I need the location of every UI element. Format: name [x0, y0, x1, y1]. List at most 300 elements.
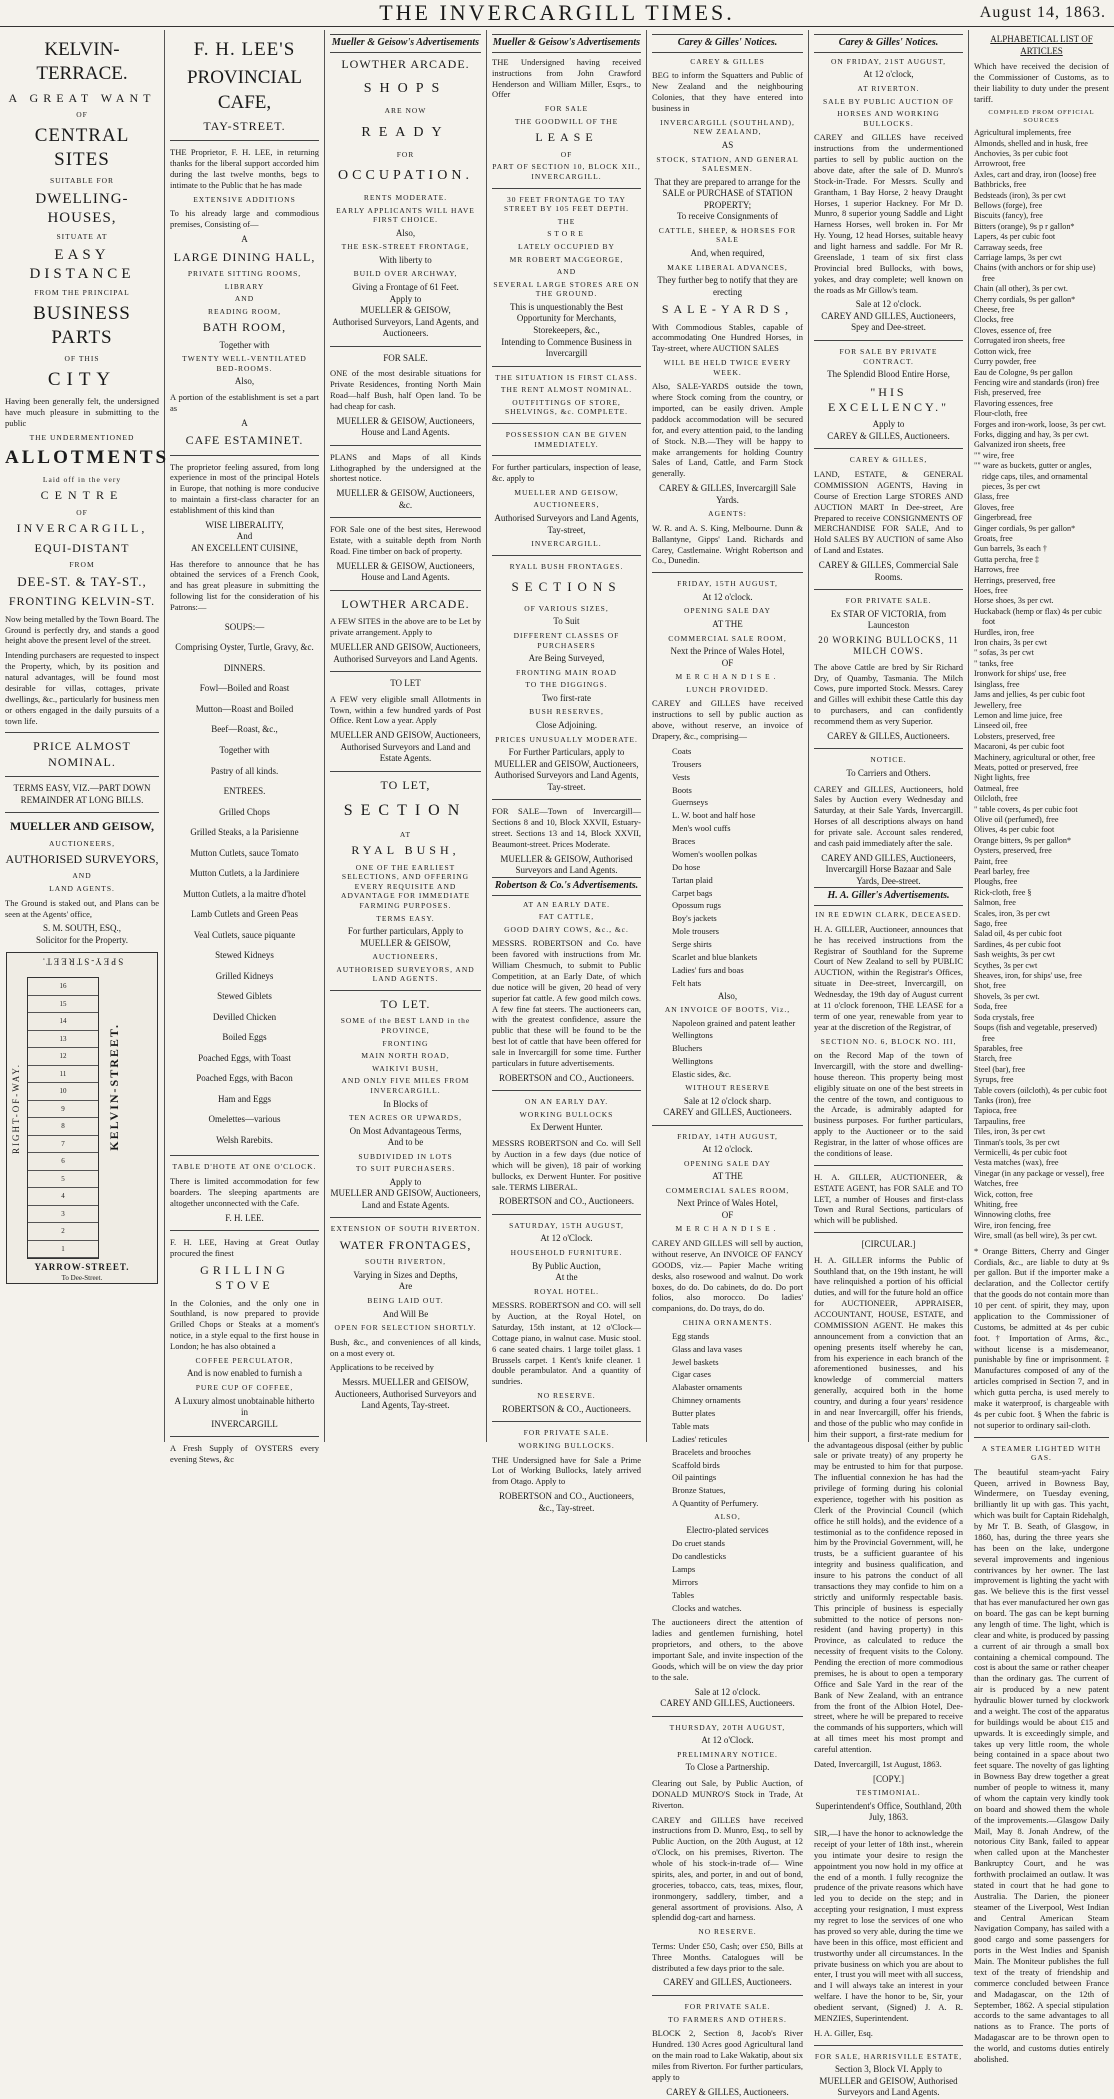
ad-line: BATH ROOM,: [202, 320, 287, 335]
list-item: Serge shirts: [672, 939, 712, 949]
menu-item: Ham and Eggs: [218, 1093, 271, 1104]
list-item: Table mats: [672, 1420, 709, 1431]
ad-line: COFFEE PERCULATOR,: [195, 1355, 294, 1365]
ad-line: THE UNDERMENTIONED: [29, 432, 135, 442]
ad-line: Ex STAR OF VICTORIA, from Launceston: [830, 608, 947, 631]
ad-line: F. H. LEE.: [225, 1212, 264, 1223]
ad-text: To his already large and commodious premises, Consisting of—: [170, 208, 319, 230]
ad-line: Also,: [717, 990, 738, 1001]
list-item: Vests: [672, 771, 690, 782]
ad-text: CAREY and GILLES have received instructions from D. Munro, Esq., to sell by Public Auction, on the 20th August, at 12 o'Clock, on his premises, Riverton. The whole of his stock-in-trade of— Wine spirits, ales, and porter, in and out of bond, groceries, tobacco, cats, teas, mixes, flour, ironmongery, saddlery, timber, and a general assortment of provisions. Also, A splendid dog-cart and harness.: [652, 1814, 803, 1923]
list-item: Forks, digging and hay, 3s per cwt.: [974, 429, 1089, 439]
ad-heading: FOR SALE, HARRISVILLE ESTATE,: [814, 2051, 963, 2061]
ad-line: CAREY and GILLES, Auctioneers.: [663, 1977, 792, 1988]
ad-line: PRICES UNUSUALLY MODERATE.: [495, 734, 638, 744]
list-item: Ladies' furs and boas: [672, 964, 744, 975]
ad-line: INVERCARGILL.: [531, 539, 602, 549]
ad-line: Section 3, Block VI. Apply to: [834, 2064, 943, 2075]
ad-line: FRONTING KELVIN-ST.: [8, 594, 156, 609]
ad-text: SIR,—I have the honor to acknowledge the receipt of your letter of 18th inst., wherein you intimate your desire to resign the appointment you now hold in my office at the end of a month. I fully recognize the prudence of the private reasons which have led you to decide on the step; and in accepting your resignation, I must express my regret to lose the services of one who has proved so very able, during the time we have been in this office, most efficient and trustworthy under all circumstances. In the private business on which you are about to enter, I trust you will meet with all success, and I will always take an interest in your welfare. I have the honor to be, Sir, your obedient servant, (Signed) J. A. R. MENZIES, Superintendent.: [814, 1828, 963, 2023]
column-provincial-cafe: [165, 30, 325, 1464]
list-item: " table covers, 4s per cubic foot: [974, 804, 1078, 814]
menu-item: Pastry of all kinds.: [210, 765, 279, 776]
column-heading: H. A. Giller's Advertisements.: [814, 887, 963, 906]
plan-street-label: RIGHT-OF-WAY.: [11, 1063, 21, 1155]
ad-heading: PROVINCIAL CAFE,: [186, 67, 303, 113]
ad-line: 30 FEET FRONTAGE TO TAY STREET BY 105 FEET DEPTH.: [503, 194, 630, 214]
allotment-lot: 13: [28, 1031, 98, 1049]
ad-line: GRILLING STOVE: [200, 1262, 289, 1293]
list-item: Tables: [672, 1589, 695, 1600]
ad-line: Together with: [219, 339, 270, 350]
ad-line: AND: [72, 871, 92, 881]
ad-line: Authorised Surveyors and Land Agents,: [494, 513, 639, 524]
list-item: Anchovies, 3s per cubic foot: [974, 148, 1068, 158]
list-item: Flour-cloth, free: [974, 409, 1028, 419]
menu-item: Omelettes—various: [208, 1114, 281, 1125]
ad-line: PRIVATE SITTING ROOMS,: [187, 269, 302, 279]
ad-heading: PRELIMINARY NOTICE.: [677, 1749, 778, 1759]
ad-line: COMPILED FROM OFFICIAL SOURCES: [988, 108, 1095, 124]
ad-text: The Ground is staked out, and Plans can be seen at the Agents' office,: [5, 897, 159, 919]
menu-item: Mutton Cutlets, a la maitre d'hotel: [182, 888, 307, 899]
list-item: Felt hats: [672, 977, 702, 988]
ad-heading: KELVIN-TERRACE.: [36, 39, 128, 85]
plan-street-label: SPEY-STREET.: [40, 956, 124, 967]
ad-line: Varying in Sizes and Depths,: [353, 1269, 458, 1280]
list-item: Cotton wick, free: [974, 346, 1032, 356]
ad-line: AS: [721, 140, 734, 151]
ad-line: SOME of the BEST LAND in the PROVINCE,: [340, 1016, 471, 1035]
ad-heading: ON AN EARLY DAY.: [524, 1097, 609, 1107]
ad-line: EQUI-DISTANT: [34, 540, 130, 555]
list-item: Gloves, free: [974, 502, 1015, 512]
list-item: Bathbricks, free: [974, 180, 1027, 190]
ad-line: AND ONLY FIVE MILES FROM INVERCARGILL.: [341, 1076, 470, 1095]
ad-line: SUITABLE FOR: [49, 176, 115, 186]
ad-text: ONE of the most desirable situations for Private Residences, fronting North Main Road—half Bush, half Open land. To be had cheap for cash.: [330, 368, 481, 411]
ad-text: CAREY AND GILLES will sell by auction, without reserve, An INVOICE OF FANCY GOODS, viz.— Papier Mache writing desks, also rosewood and walnut. Do work boxes, do do. Do cabinets, do do. Do port folios, also morocco. Do ladies' companions, do. Do trays, do do.: [652, 1238, 803, 1314]
ad-line: SALE BY PUBLIC AUCTION OF: [823, 96, 954, 106]
ad-line: WISE LIBERALITY,: [205, 519, 284, 530]
ad-line: EASY DISTANCE: [29, 246, 135, 282]
ad-line: Electro-plated services: [686, 1524, 769, 1535]
ad-line: LARGE DINING HALL,: [173, 249, 316, 264]
menu-item: Together with: [219, 744, 270, 755]
ad-line: SECTION NO. 6, BLOCK NO. III,: [820, 1036, 957, 1046]
list-item: Syrups, free: [974, 1075, 1014, 1085]
allotment-lot: 12: [28, 1048, 98, 1066]
ad-line: AUCTIONEERS,: [533, 500, 600, 510]
ad-line: OUTFITTINGS OF STORE, SHELVINGS, &c. COMPLETE.: [504, 397, 629, 417]
ad-line: OF: [721, 1209, 734, 1220]
ad-line: INVERCARGILL,: [16, 521, 148, 536]
allotment-lot: 16: [28, 978, 98, 996]
list-item: Opossum rugs: [672, 900, 721, 911]
goods-list-boots: [652, 1018, 803, 1080]
allotment-lot: 8: [28, 1118, 98, 1136]
ad-line: At the: [555, 1272, 578, 1283]
list-item: Sago, free: [974, 919, 1008, 929]
ad-text: A Fresh Supply of OYSTERS every evening Stews, &c: [170, 1443, 319, 1464]
ad-line: AUTHORISED SURVEYORS, AND LAND AGENTS.: [336, 964, 475, 984]
list-item: L. W. boot and half hose: [672, 810, 756, 821]
list-item: Soda, free: [974, 1002, 1008, 1012]
ad-line: Tay-street,: [547, 524, 586, 535]
ad-line: Apply to: [872, 419, 905, 430]
ad-line: Sale at 12 o'clock.: [855, 299, 922, 310]
ad-line: OF THIS: [64, 354, 100, 364]
columns: [0, 30, 1114, 2098]
ad-text: MESSRS ROBERTSON and Co. will Sell by Auction in a few days (due notice of which will be given), 18 pair of working bullocks, ex Derwent Hunter. For positive sale. TERMS LIBERAL.: [492, 1138, 641, 1192]
list-item: Scales, iron, 3s per cwt: [974, 908, 1050, 918]
menu-item: Poached Eggs, with Toast: [198, 1052, 291, 1063]
ad-heading: FRIDAY, 15TH AUGUST,: [677, 579, 778, 589]
ad-line: THE RENT ALMOST NOMINAL.: [500, 385, 633, 395]
list-item: Carriage lamps, 3s per cwt: [974, 253, 1062, 263]
list-item: Ladies' reticules: [672, 1433, 728, 1444]
ad-text: LAND, ESTATE, & GENERAL COMMISSION AGENTS, Having in Course of Erection Large STORES AND AUCTION MART In Dee-street, Are Prepared to receive CONSIGNMENTS OF MERCHANDISE FOR SALE, And to Hold SALES BY AUCTION of same Also of Land and Estates.: [814, 469, 963, 556]
ad-heading: RYALL BUSH FRONTAGES.: [509, 561, 624, 571]
ad-line: INVERCARGILL (SOUTHLAND), NEW ZEALAND,: [660, 117, 795, 137]
ad-line: EARLY APPLICANTS WILL HAVE FIRST CHOICE.: [336, 205, 475, 225]
ad-heading: MERCHANDISE.: [675, 672, 780, 682]
ad-line: READING ROOM,: [208, 306, 281, 316]
ad-line: Also,: [234, 376, 255, 387]
ad-line: MUELLER & GEISOW, Auctioneers, &c.: [336, 488, 475, 510]
ad-line: Ex Derwent Hunter.: [530, 1122, 603, 1133]
allotment-lot: 14: [28, 1013, 98, 1031]
list-item: Napoleon grained and patent leather: [672, 1017, 796, 1028]
menu-item: Poached Eggs, with Bacon: [196, 1073, 293, 1084]
ad-line: WILL BE HELD TWICE EVERY WEEK.: [663, 358, 792, 377]
allotment-lot: 15: [28, 996, 98, 1014]
ad-line: Two first-rate: [541, 692, 592, 703]
menu-item: Devilled Chicken: [212, 1011, 277, 1022]
ad-line: MR ROBERT MACGEORGE,: [509, 254, 624, 264]
ad-line: TO SUIT PURCHASERS.: [355, 1164, 456, 1174]
ad-heading: FOR PRIVATE SALE.: [523, 1428, 610, 1438]
column-carey-gilles-1: [647, 30, 809, 2097]
list-item: A Quantity of Perfumery.: [672, 1498, 759, 1509]
ad-line: DWELLING-HOUSES,: [35, 190, 129, 226]
ad-line: At 12 o'Clock.: [701, 1735, 754, 1746]
list-item: Lemon and lime juice, free: [974, 710, 1063, 720]
column-heading: Robertson & Co.'s Advertisements.: [492, 877, 641, 896]
list-item: Gun barrels, 3s each †: [974, 544, 1047, 554]
list-item: Axles, cart and dray, iron (loose) free: [974, 169, 1097, 179]
list-item: Women's woollen polkas: [672, 848, 757, 859]
list-item: Iron chairs, 3s per cwt: [974, 638, 1047, 648]
ad-line: CAREY AND GILLES, Auctioneers, Invercargill Horse Bazaar and Sale Yards, Dee-street.: [821, 852, 956, 886]
list-item: Eau de Cologne, 9s per gallon: [974, 367, 1073, 377]
list-item: Men's wool cuffs: [672, 823, 731, 834]
list-item: Egg stands: [672, 1330, 710, 1341]
list-item: Paint, free: [974, 856, 1008, 866]
ad-text: There is limited accommodation for few boarders. The sleeping apartments are altogether unconnected with the Cafe.: [170, 1175, 319, 1208]
ad-line: DEE-ST. & TAY-ST.,: [17, 573, 147, 589]
list-item: Bedsteads (iron), 3s per cwt: [974, 190, 1066, 200]
ad-line: MAKE LIBERAL ADVANCES,: [667, 262, 788, 272]
list-item: Gingerbread, free: [974, 513, 1032, 523]
list-item: Mirrors: [672, 1576, 698, 1587]
ad-heading: SALE-YARDS,: [661, 302, 794, 317]
ad-line: OF VARIOUS SIZES,: [524, 603, 609, 613]
list-item: Salad oil, 4s per cubic foot: [974, 929, 1062, 939]
list-item: Chain (all other), 3s per cwt.: [974, 284, 1068, 294]
ad-line: THE SITUATION IS FIRST CLASS.: [495, 372, 638, 382]
ad-text: A FEW very eligible small Allotments in Town, within a few hundred yards of Post Office. Rent Low a year. Apply: [330, 693, 481, 726]
ad-line: NO RESERVE.: [537, 1391, 596, 1401]
list-item: Fish, preserved, free: [974, 388, 1041, 398]
ad-line: ONE OF THE EARLIEST SELECTIONS, AND OFFERING EVERY REQUISITE AND ADVANTAGE FOR IMMEDIATE FARMING PURPOSES.: [341, 862, 470, 910]
ad-line: At 12 o'clock.: [702, 591, 753, 602]
ad-line: OF: [76, 109, 88, 119]
ad-text: H. A. GILLER, AUCTIONEER, & ESTATE AGENT, has FOR SALE and TO LET, a number of Houses and first-class Town and Rural Sections, particulars of which will be published.: [814, 1171, 963, 1226]
ad-line: Authorised Surveyors, Land Agents, and Auctioneers.: [332, 316, 479, 339]
list-item: Jams and jellies, 4s per cubic foot: [974, 690, 1085, 700]
menu-item: Beef—Roast, &c.,: [211, 724, 278, 735]
list-item: Bracelets and brooches: [672, 1446, 751, 1457]
menu-item: Fowl—Boiled and Roast: [199, 683, 290, 694]
plan-street-label: KELVIN-STREET.: [107, 1023, 121, 1152]
ad-heading: 20 WORKING BULLOCKS, 11 MILCH COWS.: [818, 634, 959, 657]
ad-text: Terms: Under £50, Cash; over £50, Bills at Three Months. Catalogues will be distributed a few days prior to the sale.: [652, 1940, 803, 1973]
menu-item: Stewed Kidneys: [215, 950, 274, 961]
ad-line: At 12 o'Clock.: [540, 1233, 593, 1244]
ad-text: W. R. and A. S. King, Melbourne. Dunn & Ballantyne, Gipps' Land. Richards and Carey, Castlemaine. Wright Robertson and Co., Dunedin.: [652, 522, 803, 566]
list-item: Shovels, 3s per cwt.: [974, 991, 1040, 1001]
ad-line: CAREY and GILLES, Auctioneers.: [663, 1107, 792, 1118]
ad-heading: FOR PRIVATE SALE.: [845, 596, 932, 606]
ad-heading: SECTIONS: [511, 579, 622, 595]
ad-line: MUELLER AND GEISOW, Auctioneers, Land and Estate Agents.: [330, 1188, 481, 1210]
ad-text: Having been generally felt, the undersigned have much pleasure in submitting to the public: [5, 396, 159, 429]
list-item: Lapers, 4s per cubic foot: [974, 232, 1056, 242]
ad-heading: EXTENSION OF SOUTH RIVERTON.: [330, 1224, 481, 1234]
masthead: [0, 0, 1114, 27]
list-item: Vesta matches (wax), free: [974, 1158, 1059, 1168]
list-item: Flavoring essences, free: [974, 398, 1053, 408]
ad-text: With Commodious Stables, capable of accommodating One Hundred Horses, in Tay-street, where AUCTION SALES: [652, 321, 803, 354]
list-item: Carpet bags: [672, 887, 713, 898]
ad-text: on the Record Map of the town of Invercargill, with the store and dwelling-house thereon. This property being most eligibly situate on one of the best streets in the centre of the town, and contiguous to the Arcade, is admirably adapted for business purposes. For further particulars, apply to the Auctioneer or to the said Registrar, in the latter of whose offices are the conditions of lease.: [814, 1050, 963, 1158]
column-heading: Carey & Gilles' Notices.: [652, 34, 803, 53]
list-item: Glass and lava vases: [672, 1343, 743, 1354]
list-item: Tiles, iron, 3s per cwt: [974, 1127, 1046, 1137]
ad-line: LEASE: [535, 130, 598, 145]
ad-line: And Will Be: [382, 1308, 429, 1319]
ad-line: A GREAT WANT: [8, 90, 156, 105]
ad-text: CAREY and GILLES, Auctioneers, hold Sales by Auction every Wednesday and Saturday, at their Sale Yards, Invercargill. Horses of all descriptions always on hand for private sale. Account sales rendered, and cash paid immediately after the sale.: [814, 783, 963, 848]
list-item: " sofas, 3s per cwt: [974, 648, 1034, 658]
ad-line: The Splendid Blood Entire Horse,: [827, 369, 950, 380]
ad-line: STOCK, STATION, AND GENERAL SALESMEN.: [656, 154, 799, 174]
ad-line: MUELLER AND GEISOW, Auctioneers, Authorised Surveyors and Land Agents.: [330, 642, 481, 664]
allotment-lot: 2: [28, 1223, 98, 1241]
ad-text: In the Colonies, and the only one in Southland, is now prepared to provide Grilled Chops or Steaks at a moment's notice, in a style equal to the first house in London; he has also obtained a: [170, 1297, 319, 1351]
ad-line: COMMERCIAL SALE ROOM,: [668, 633, 787, 643]
ad-line: OPEN FOR SELECTION SHORTLY.: [334, 1323, 477, 1333]
ad-line: PRICE ALMOST NOMINAL.: [33, 739, 131, 769]
allotment-lot: 10: [28, 1083, 98, 1101]
list-item: Rick-cloth, free §: [974, 887, 1032, 897]
ad-line: COMMERCIAL SALES ROOM,: [665, 1185, 790, 1195]
ad-line: For further particulars, Apply to: [347, 926, 464, 937]
ad-heading: OPENING SALE DAY: [684, 606, 771, 616]
list-item: Sash weights, 3s per cwt: [974, 950, 1055, 960]
ad-line: POSSESSION CAN BE GIVEN IMMEDIATELY.: [505, 429, 628, 449]
list-item: Tanks (iron), free: [974, 1095, 1031, 1105]
list-item: Lobsters, preserved, free: [974, 731, 1055, 741]
ad-line: SUBDIVIDED IN LOTS: [358, 1151, 453, 1161]
ad-heading: FRIDAY, 14TH AUGUST,: [677, 1131, 778, 1141]
ad-line: AN INVOICE OF BOOTS, Viz.,: [664, 1005, 791, 1015]
ad-line: TAY-STREET.: [203, 118, 286, 133]
list-item: Jewellery, free: [974, 700, 1022, 710]
list-item: Scarlet and blue blankets: [672, 951, 758, 962]
ad-text: Applications to be received by: [330, 1362, 434, 1373]
ad-line: SHOPS: [363, 81, 448, 97]
list-item: Ginger cordials, 9s per gallon*: [974, 523, 1076, 533]
list-item: Tinman's tools, 3s per cwt: [974, 1137, 1060, 1147]
list-item: Sheaves, iron, for ships' use, free: [974, 971, 1082, 981]
list-item: Wellingtons: [672, 1030, 713, 1041]
ad-heading: TO LET.: [380, 996, 431, 1011]
ad-line: To Close a Partnership.: [685, 1762, 770, 1773]
list-item: Wick, cotton, free: [974, 1189, 1033, 1199]
ad-line: FROM: [69, 560, 95, 570]
ad-heading: ROYAL HOTEL.: [533, 1286, 600, 1296]
ad-heading: WATER FRONTAGES,: [339, 1237, 472, 1252]
ad-line: AT: [399, 829, 412, 839]
ad-line: Also,: [395, 227, 416, 238]
ad-line: FOR: [396, 149, 415, 159]
ad-line: FROM THE PRINCIPAL: [34, 288, 130, 298]
allotment-lot: 3: [28, 1206, 98, 1224]
ad-line: That they are prepared to arrange for the SALE or PURCHASE of STATION PROPERTY;: [654, 176, 801, 210]
ad-line: FOR SALE: [544, 104, 589, 114]
menu-item: Grilled Chops: [219, 806, 270, 817]
ad-heading: MERCHANDISE.: [675, 1224, 780, 1234]
ad-line: Messrs. MUELLER and GEISOW, Auctioneers, Authorised Surveyors and Land Agents, Tay-street.: [334, 1377, 477, 1411]
list-item: Galvanized iron sheets, free: [974, 440, 1066, 450]
ad-heading: TO FARMERS AND OTHERS.: [668, 2014, 787, 2024]
ad-line: Superintendent's Office, Southland, 20th July, 1863.: [815, 1800, 962, 1823]
newspaper-title: THE INVERCARGILL TIMES.: [379, 0, 735, 25]
ad-line: TO THE DIGGINGS.: [525, 680, 608, 690]
column-mueller-geisow-2: [487, 30, 647, 1513]
menu-item: Comprising Oyster, Turtle, Gravy, &c.: [175, 642, 314, 653]
ad-heading: IN RE EDWIN CLARK, DECEASED.: [815, 910, 962, 920]
ad-line: MUELLER & GEISOW, Auctioneers, House and Land Agents.: [336, 560, 475, 583]
ad-line: CENTRAL SITES: [34, 124, 130, 170]
menu-item: Veal Cutlets, sauce piquante: [193, 929, 296, 940]
ad-line: OF: [721, 657, 734, 668]
ad-heading: WORKING BULLOCKS.: [518, 1440, 615, 1450]
menu-item: Mutton—Roast and Boiled: [195, 703, 294, 714]
ad-line: GOOD DAIRY COWS, &c., &c.: [504, 924, 629, 934]
ad-line: TABLE D'HOTE AT ONE O'CLOCK.: [172, 1162, 317, 1172]
list-item: Cigar cases: [672, 1369, 711, 1380]
ad-line: BUSH RESERVES,: [529, 707, 604, 717]
ad-line: [CIRCULAR.]: [861, 1239, 916, 1250]
ad-line: A Luxury almost unobtainable hitherto in: [174, 1395, 315, 1418]
list-item: Almonds, shelled and in husk, free: [974, 138, 1088, 148]
ad-heading: AT AN EARLY DATE.: [522, 899, 611, 909]
list-item: Steel (bar), free: [974, 1064, 1026, 1074]
list-item: Sparables, free: [974, 1043, 1023, 1053]
ad-heading: TO LET: [390, 678, 421, 689]
list-item: Chimney ornaments: [672, 1395, 741, 1406]
column-carey-gilles-2: [809, 30, 969, 2098]
ad-line: ROBERTSON and CO., Auctioneers.: [499, 1072, 634, 1083]
allotment-lot: 1: [28, 1241, 98, 1259]
ad-line: ARE NOW: [384, 106, 427, 116]
list-item: Bitters (orange), 9s p r gallon*: [974, 221, 1075, 231]
ad-line: With liberty to: [379, 254, 432, 265]
menu-item: Stewed Giblets: [217, 991, 272, 1002]
list-item: "" ware as buckets, gutter or angles, ridge caps, tiles, and ornamental pieces, 3s per cwt: [974, 461, 1092, 491]
goods-list-china: [652, 1331, 803, 1509]
menu-heading: SOUPS:—: [224, 621, 265, 632]
ad-heading: FOR SALE BY PRIVATE CONTRACT.: [839, 346, 938, 366]
ad-text: MESSRS. ROBERTSON and Co. have been favored with instructions from Mr. William Chesmuch, to submit to Public Competition, at an Early Date, of which due notice will be given, 20 head of very superior fat cattle. A few good milch cows. A few fine fat steers. The auctioneers can, with the greatest confidence, assure the public that these will be found to be the best lot of cattle that have been offered for sale in Invercargill for some time. Further particulars in future advertisements.: [492, 938, 641, 1068]
list-item: Watches, free: [974, 1179, 1019, 1189]
ad-text: PLANS and Maps of all Kinds Lithographed by the undersigned at the shortest notice.: [330, 451, 481, 484]
ad-line: FRONTING: [382, 1038, 429, 1048]
list-item: Arrowroot, free: [974, 159, 1026, 169]
list-item: Do hose: [672, 861, 701, 872]
list-item: Vermicelli, 4s per cubic foot: [974, 1147, 1067, 1157]
list-item: Glass, free: [974, 492, 1010, 502]
menu-item: Mutton Cutlets, a la Jardiniere: [189, 868, 300, 879]
list-item: Do candlesticks: [672, 1551, 727, 1561]
list-item: Tapioca, free: [974, 1106, 1017, 1116]
ad-text: Dated, Invercargill, 1st August, 1863.: [814, 1758, 942, 1769]
allotment-lot: 11: [28, 1066, 98, 1084]
menu-item: Lamb Cutlets and Green Peas: [191, 909, 298, 920]
ad-heading: "HIS EXCELLENCY.": [827, 384, 949, 415]
issue-date: August 14, 1863.: [979, 4, 1106, 21]
ad-line: FAT CATTLE,: [538, 912, 595, 922]
ad-line: FRONTING MAIN ROAD: [516, 667, 617, 677]
ad-line: MUELLER & GEISOW,: [360, 937, 451, 948]
ad-line: MUELLER & GEISOW, Auctioneers, House and Land Agents.: [336, 415, 475, 438]
ad-line: ALLOTMENTS: [5, 447, 170, 469]
ad-text: BEG to inform the Squatters and Public of New Zealand and the neighbouring Colonies, that they have entered into business in: [652, 70, 803, 114]
menu-entrees: [170, 807, 319, 1147]
list-item: Ploughs, free: [974, 877, 1018, 887]
ad-line: MUELLER AND GEISOW, Auctioneers, Authorised Surveyors and Land and Estate Agents.: [330, 730, 481, 764]
ad-line: CAFE ESTAMINET.: [185, 433, 304, 448]
list-item: Linseed oil, free: [974, 721, 1028, 731]
allotment-lot: 4: [28, 1188, 98, 1206]
ad-line: To receive Consignments of: [676, 211, 779, 222]
ad-text: Clearing out Sale, by Public Auction, of DONALD MUNRO'S Stock in Trade, At Riverton.: [652, 1777, 803, 1810]
ad-line: A: [241, 234, 248, 245]
list-item: Isinglass, free: [974, 679, 1020, 689]
ad-heading: THURSDAY, 20TH AUGUST,: [669, 1722, 786, 1732]
ad-line: Apply to: [389, 293, 422, 304]
ad-line: CITY: [47, 368, 117, 390]
ad-line: At 12 o'clock,: [863, 69, 914, 80]
ad-line: RENTS MODERATE.: [363, 193, 448, 203]
ad-line: CAREY & GILLES, Commercial Sale Rooms.: [818, 560, 959, 582]
ad-line: MUELLER & GEISOW, Authorised Surveyors and Land Agents.: [500, 853, 633, 876]
list-item: Chains (with anchors or for ship use) free: [974, 263, 1096, 283]
list-item: Bluchers: [672, 1043, 703, 1054]
